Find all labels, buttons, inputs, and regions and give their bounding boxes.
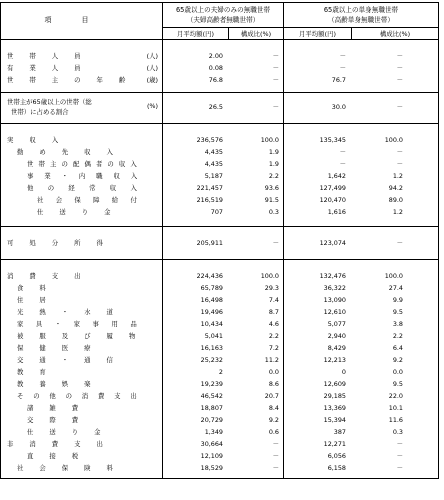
value-couple-ratio: 29.3 <box>264 284 279 292</box>
value-couple-avg: 20,729 <box>200 416 223 424</box>
row-label: 非消費支出 <box>7 440 119 448</box>
value-couple-avg: 10,434 <box>200 320 223 328</box>
table-row <box>1 354 438 366</box>
row-label-cell <box>1 95 162 119</box>
value-couple-ratio: 0.3 <box>268 208 279 216</box>
value-couple-ratio: － <box>272 103 279 111</box>
value-single-ratio: 0.3 <box>392 428 403 436</box>
value-single-avg: 12,213 <box>323 356 346 364</box>
row-label: 勤め先収入 <box>17 148 129 156</box>
value-couple-avg: 224,436 <box>196 272 223 280</box>
value-couple-ratio: 9.2 <box>268 416 279 424</box>
row-label: 実収入 <box>7 136 75 144</box>
row-label: 家具・家事用品 <box>17 320 150 328</box>
row-label-cell <box>1 50 162 62</box>
row-unit: (人) <box>146 52 158 60</box>
value-couple-ratio: － <box>272 464 279 472</box>
header-group-single-line1: 65歳以上の単身無職世帯 <box>323 6 399 14</box>
table-row <box>1 366 438 378</box>
value-couple-avg: 46,542 <box>200 392 223 400</box>
table-row <box>1 194 438 206</box>
table-row <box>1 450 438 462</box>
row-label: 仕送り金 <box>37 208 127 216</box>
household-table <box>0 2 439 479</box>
value-single-avg: 120,470 <box>319 196 346 204</box>
row-label: 交際費 <box>27 416 95 424</box>
table-row <box>1 342 438 354</box>
value-couple-ratio: 8.4 <box>268 404 279 412</box>
value-couple-avg: 16,163 <box>200 344 223 352</box>
row-label: 光熱・水道 <box>17 308 129 316</box>
row-label-cell <box>1 414 162 426</box>
row-label-cell <box>1 182 162 194</box>
value-couple-ratio: － <box>272 52 279 60</box>
table-row <box>1 282 438 294</box>
value-couple-ratio: 4.6 <box>268 320 279 328</box>
table-row <box>1 318 438 330</box>
value-single-ratio: － <box>396 440 403 448</box>
row-label-cell <box>1 426 162 438</box>
row-label-cell <box>1 170 162 182</box>
value-couple-avg: 2 <box>218 368 223 376</box>
row-label: 教育 <box>17 368 62 376</box>
value-single-ratio: － <box>396 76 403 84</box>
row-label: 交通・通信 <box>17 356 129 364</box>
value-couple-avg: 18,807 <box>200 404 223 412</box>
value-single-avg: － <box>339 148 346 156</box>
row-label-cell <box>1 134 162 146</box>
value-single-avg: － <box>339 64 346 72</box>
row-label-line1: 世帯主が65歳以上の世帯（総 <box>7 98 92 106</box>
header-ratio1: 構成比(%) <box>229 27 283 40</box>
value-couple-avg: 216,519 <box>196 196 223 204</box>
value-couple-avg: 707 <box>210 208 223 216</box>
section-ratio <box>1 92 438 123</box>
row-label: その他の消費支出 <box>17 392 147 400</box>
value-single-avg: 15,394 <box>323 416 346 424</box>
row-label: 有業人員 <box>7 64 97 72</box>
header-group-single-line2: （高齢単身無職世帯） <box>328 16 394 24</box>
value-couple-avg: 26.5 <box>208 103 223 111</box>
table-header <box>1 3 438 40</box>
value-single-avg: 127,499 <box>319 184 346 192</box>
value-couple-avg: 30,664 <box>200 440 223 448</box>
row-label: 世帯主の配偶者の収入 <box>27 160 142 168</box>
row-label-cell <box>1 74 162 86</box>
value-couple-ratio: 1.9 <box>268 160 279 168</box>
value-couple-avg: 65,789 <box>200 284 223 292</box>
row-label: 保健医療 <box>17 344 107 352</box>
value-single-avg: 13,369 <box>323 404 346 412</box>
table-row <box>1 330 438 342</box>
value-single-ratio: 9.2 <box>392 356 403 364</box>
divider-col1 <box>162 3 163 478</box>
value-single-avg: 387 <box>333 428 346 436</box>
value-single-avg: 1,642 <box>327 172 346 180</box>
value-single-ratio: － <box>396 52 403 60</box>
row-label-cell <box>1 462 162 474</box>
row-unit: (%) <box>146 102 158 110</box>
table-row <box>1 294 438 306</box>
row-label-cell <box>1 62 162 74</box>
value-single-avg: 135,345 <box>319 136 346 144</box>
value-single-ratio: 9.5 <box>392 380 403 388</box>
header-avg1: 月平均額(円) <box>163 27 229 40</box>
row-label-cell <box>1 206 162 218</box>
row-label-cell <box>1 282 162 294</box>
value-couple-avg: 19,239 <box>200 380 223 388</box>
value-couple-avg: 76.8 <box>208 76 223 84</box>
table-row <box>1 206 438 218</box>
row-label: 事業・内職収入 <box>27 172 149 180</box>
value-couple-ratio: 7.4 <box>268 296 279 304</box>
value-single-avg: 12,610 <box>323 308 346 316</box>
row-label: 食料 <box>17 284 62 292</box>
row-label: 被服及び履物 <box>17 332 152 340</box>
value-single-avg: 12,271 <box>323 440 346 448</box>
value-couple-avg: 0.08 <box>208 64 223 72</box>
value-couple-ratio: 20.7 <box>264 392 279 400</box>
row-label-cell <box>1 378 162 390</box>
value-couple-ratio: 100.0 <box>260 136 279 144</box>
value-single-ratio: 6.4 <box>392 344 403 352</box>
table-row <box>1 402 438 414</box>
value-couple-ratio: 8.6 <box>268 380 279 388</box>
header-group-couple-line1: 65歳以上の夫婦のみの無職世帯 <box>175 6 271 14</box>
value-couple-ratio: 2.2 <box>268 172 279 180</box>
value-single-ratio: 22.0 <box>388 392 403 400</box>
value-couple-avg: 205,911 <box>196 239 223 247</box>
row-label-cell <box>1 158 162 170</box>
value-single-ratio: 1.2 <box>392 208 403 216</box>
value-couple-avg: 1,349 <box>204 428 223 436</box>
value-single-avg: 30.0 <box>331 103 346 111</box>
value-couple-avg: 18,529 <box>200 464 223 472</box>
header-group-couple <box>163 5 283 25</box>
row-label-cell <box>1 146 162 158</box>
value-single-ratio: － <box>396 64 403 72</box>
value-single-avg: 76.7 <box>331 76 346 84</box>
row-label: 直接税 <box>27 452 95 460</box>
value-couple-avg: 16,498 <box>200 296 223 304</box>
value-single-avg: 1,616 <box>327 208 346 216</box>
value-couple-ratio: 91.5 <box>264 196 279 204</box>
row-label-line2: 世帯）に占める割合 <box>11 108 69 116</box>
value-single-ratio: － <box>396 103 403 111</box>
value-single-avg: 2,940 <box>327 332 346 340</box>
value-single-avg: － <box>339 52 346 60</box>
value-single-avg: － <box>339 160 346 168</box>
value-single-ratio: － <box>396 452 403 460</box>
value-couple-ratio: 8.7 <box>268 308 279 316</box>
table-row <box>1 237 438 249</box>
value-single-avg: 12,609 <box>323 380 346 388</box>
header-group-couple-line2: （夫婦高齢者無職世帯） <box>186 16 260 24</box>
value-single-avg: 132,476 <box>319 272 346 280</box>
row-label-cell <box>1 354 162 366</box>
table-row <box>1 438 438 450</box>
value-couple-avg: 2.00 <box>208 52 223 60</box>
table-row <box>1 378 438 390</box>
row-label-cell <box>1 318 162 330</box>
value-couple-ratio: 100.0 <box>260 272 279 280</box>
table-row <box>1 146 438 158</box>
table-row <box>1 390 438 402</box>
row-label: 社会保障給付 <box>37 196 150 204</box>
row-unit: (人) <box>146 64 158 72</box>
value-couple-ratio: 0.6 <box>268 428 279 436</box>
table-row <box>1 158 438 170</box>
value-single-ratio: 27.4 <box>388 284 403 292</box>
value-couple-avg: 12,109 <box>200 452 223 460</box>
section-disposable <box>1 226 438 259</box>
table-row <box>1 62 438 74</box>
value-single-ratio: － <box>396 464 403 472</box>
value-single-avg: 6,056 <box>327 452 346 460</box>
value-single-ratio: 3.8 <box>392 320 403 328</box>
value-single-avg: 6,158 <box>327 464 346 472</box>
row-label-cell <box>1 194 162 206</box>
value-couple-ratio: － <box>272 239 279 247</box>
row-label-cell <box>1 330 162 342</box>
value-couple-ratio: － <box>272 440 279 448</box>
row-label: 社会保険料 <box>17 464 129 472</box>
table-row <box>1 74 438 86</box>
row-label: 消費支出 <box>7 272 97 280</box>
row-label: 住居 <box>17 296 62 304</box>
row-label: 諸雑費 <box>27 404 95 412</box>
header-item-label: 項目 <box>44 16 119 24</box>
row-label: 世帯人員 <box>7 52 97 60</box>
divider-col3 <box>283 3 284 478</box>
row-label-cell <box>1 306 162 318</box>
row-unit: (歳) <box>146 76 158 84</box>
row-label: 教養娯楽 <box>17 380 107 388</box>
value-couple-ratio: － <box>272 76 279 84</box>
value-couple-ratio: 7.2 <box>268 344 279 352</box>
value-couple-ratio: 1.9 <box>268 148 279 156</box>
value-single-ratio: 1.2 <box>392 172 403 180</box>
table-row <box>1 182 438 194</box>
table-row <box>1 462 438 474</box>
header-group-single <box>284 5 438 25</box>
value-couple-avg: 19,496 <box>200 308 223 316</box>
value-couple-avg: 25,232 <box>200 356 223 364</box>
value-single-avg: 36,322 <box>323 284 346 292</box>
table-row <box>1 134 438 146</box>
value-single-ratio: 9.9 <box>392 296 403 304</box>
row-label-cell <box>1 270 162 282</box>
value-single-avg: 8,429 <box>327 344 346 352</box>
row-label-cell <box>1 450 162 462</box>
value-couple-avg: 236,576 <box>196 136 223 144</box>
value-couple-avg: 4,435 <box>204 160 223 168</box>
value-single-ratio: 100.0 <box>384 136 403 144</box>
section-income <box>1 123 438 226</box>
value-single-ratio: 89.0 <box>388 196 403 204</box>
value-single-ratio: 10.1 <box>388 404 403 412</box>
row-label-cell <box>1 390 162 402</box>
value-single-avg: 123,074 <box>319 239 346 247</box>
row-label-cell <box>1 438 162 450</box>
value-single-ratio: － <box>396 148 403 156</box>
table-row <box>1 270 438 282</box>
value-single-avg: 13,090 <box>323 296 346 304</box>
value-single-avg: 29,185 <box>323 392 346 400</box>
value-couple-ratio: 0.0 <box>268 368 279 376</box>
section-expense <box>1 259 438 478</box>
value-single-ratio: － <box>396 239 403 247</box>
table-row <box>1 95 438 119</box>
table-row <box>1 170 438 182</box>
value-couple-ratio: 11.2 <box>264 356 279 364</box>
value-couple-avg: 221,457 <box>196 184 223 192</box>
table-row <box>1 414 438 426</box>
value-couple-ratio: 2.2 <box>268 332 279 340</box>
row-label-cell <box>1 342 162 354</box>
value-couple-avg: 5,187 <box>204 172 223 180</box>
value-single-ratio: 11.6 <box>388 416 403 424</box>
value-couple-avg: 5,041 <box>204 332 223 340</box>
value-single-ratio: 94.2 <box>388 184 403 192</box>
row-label: 他の経常収入 <box>27 184 152 192</box>
section-household <box>1 40 438 92</box>
row-label: 世帯主の年齢 <box>7 76 142 84</box>
row-label-cell <box>1 237 162 249</box>
row-label: 仕送り金 <box>27 428 117 436</box>
table-row <box>1 50 438 62</box>
row-label-cell <box>1 294 162 306</box>
value-single-ratio: 0.0 <box>392 368 403 376</box>
value-single-ratio: 2.2 <box>392 332 403 340</box>
value-single-ratio: 9.5 <box>392 308 403 316</box>
value-single-ratio: 100.0 <box>384 272 403 280</box>
value-single-ratio: － <box>396 160 403 168</box>
value-couple-ratio: － <box>272 452 279 460</box>
table-row <box>1 306 438 318</box>
value-couple-avg: 4,435 <box>204 148 223 156</box>
value-couple-ratio: 93.6 <box>264 184 279 192</box>
header-ratio2: 構成比(%) <box>352 27 438 40</box>
header-avg2: 月平均額(円) <box>284 27 352 40</box>
value-couple-ratio: － <box>272 64 279 72</box>
row-label-cell <box>1 366 162 378</box>
value-single-avg: 0 <box>341 368 346 376</box>
row-label-cell <box>1 402 162 414</box>
row-label: 可処分所得 <box>7 239 119 247</box>
value-single-avg: 5,077 <box>327 320 346 328</box>
table-row <box>1 426 438 438</box>
